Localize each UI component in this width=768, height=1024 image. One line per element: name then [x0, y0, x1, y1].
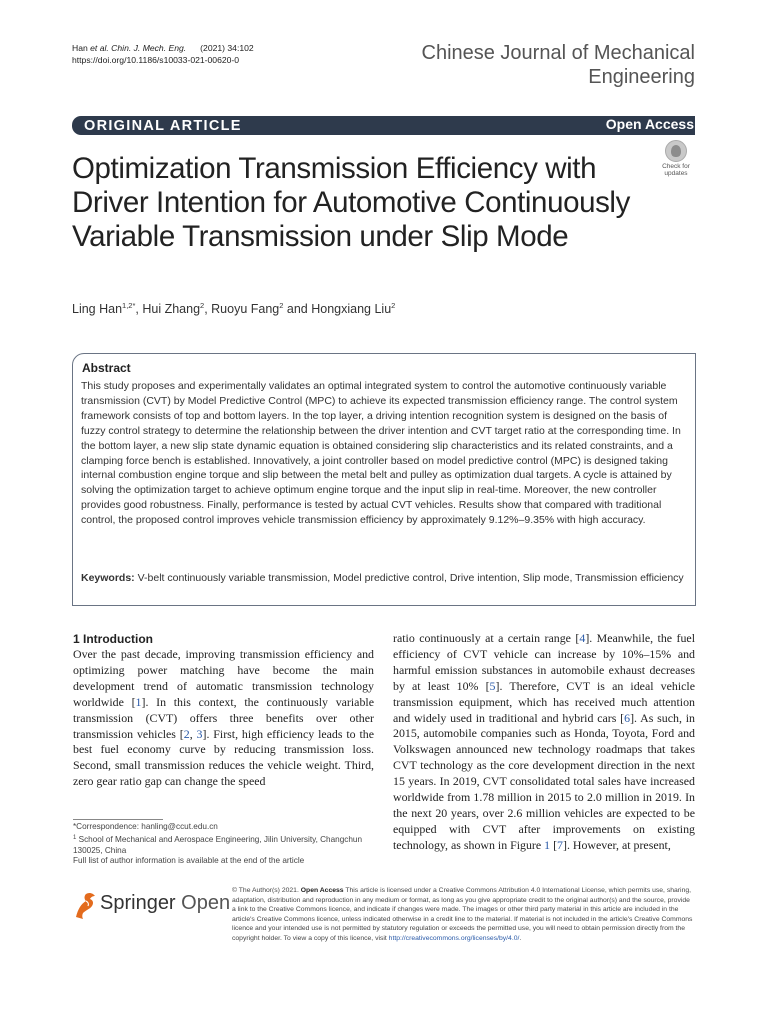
springer-brand: Springer: [100, 892, 176, 914]
keywords: [81, 571, 689, 586]
abstract-text: This study proposes and experimentally validates an optimal integrated system to control the automotive continuously variable transmission (CVT) by Model Predictive Control (MPC) to achieve its expected transmission efficiency range. The control system framework consists of top and bottom layers. In the top layer, a driving intention recognition system is designed on the basis of fuzzy control strategy to determine the relationship between the driver intention and CVT target ratio at the corresponding time. In the bottom layer, a new slip state dynamic equation is obtained considering slip characteristics and its related constraints, and a clamping force bench is established. Innovatively, a joint controller based on model predictive control (MPC) is designed taking internal combustion engine torque and slip between the metal belt and pulley as optimization dual targets. A cycle is attained by solving the optimization target to achieve optimum engine torque and the input slip in real-time. Moreover, the new controller provides good robustness. Finally, performance is tested by actual CVT vehicles. Results show that compared with traditional control, the proposed control improves vehicle transmission efficiency by approximately 9.12%–9.35% with high accuracy.: [81, 380, 681, 527]
check-for-updates-badge[interactable]: [656, 140, 696, 182]
springer-horse-icon: [72, 889, 100, 921]
check-updates-line2: updates: [664, 170, 688, 177]
intro-text: ]. However, at present,: [563, 837, 671, 852]
license-end: .: [519, 934, 522, 942]
check-updates-line1: Check for: [662, 163, 690, 170]
open-access-label: Open Access: [605, 116, 694, 132]
springer-brand-open: Open: [175, 892, 231, 914]
intro-text: ]. Meanwhile, the fuel efficiency of CVT vehicle can increase by 10%–15% and harmful emission substances in automobile exhaust decreases by at least 10% [: [393, 631, 695, 693]
springer-open-logo: [100, 889, 230, 917]
body-column-right: [393, 631, 695, 854]
journal-name: [365, 41, 695, 89]
citation-authors: Han: [72, 43, 91, 53]
section-heading-introduction: 1 Introduction: [73, 632, 153, 646]
author-list: [72, 298, 395, 317]
footnote-divider: [73, 819, 163, 820]
license-open-access: Open Access: [300, 887, 344, 894]
affiliation-text: School of Mechanical and Aerospace Engineering, Jilin University, Changchun 130025, China: [73, 834, 363, 855]
citation-ref[interactable]: 7: [557, 837, 563, 852]
citation-ref[interactable]: 6: [624, 710, 631, 725]
author-4-affil: 2: [391, 301, 396, 310]
intro-text: ]. First, high efficiency leads to the best fuel economy curve by reducing transmission loss. Second, small transmission reduces the vehicle weight. Third, zero gear ratio gap can change the speed: [73, 726, 374, 789]
article-title: Optimization Transmission Efficiency with Driver Intention for Automotive Continuously Variable Transmission under Slip Mode: [72, 152, 630, 253]
keywords-label: Keywords:: [81, 572, 135, 584]
affiliation-number: 1: [73, 834, 77, 841]
intro-text: ]. As such, in 2015, automobile companies such as Honda, Toyota, Ford and Volkswagen announced new technology roadmaps that takes CVT technology as the core development direction in the next 15 years. In 2019, CVT consolidated total sales have increased worldwide from 1.78 million in 2015 to 2.0 million in 2019. In the next 20 years, over 2.6 million vehicles are expected to be equipped with CVT after improvements on existing technology, as shown in Figure: [393, 710, 695, 852]
body-column-left: [73, 647, 374, 790]
citation-ref[interactable]: 1: [135, 694, 142, 709]
author-info-note: Full list of author information is available at the end of the article: [73, 856, 305, 866]
citation-ref[interactable]: 2: [183, 726, 190, 741]
intro-text: [: [550, 837, 558, 852]
license-copyright: © The Author(s) 2021.: [232, 887, 301, 894]
keywords-list: V-belt continuously variable transmission, Model predictive control, Drive intention, Slip mode, Transmission efficiency: [134, 572, 684, 584]
license-text: [232, 886, 694, 944]
abstract-heading: Abstract: [82, 361, 131, 375]
citation-ref[interactable]: 5: [489, 678, 496, 693]
doi-link[interactable]: https://doi.org/10.1186/s10033-021-00620-0: [72, 55, 240, 65]
journal-name-line2: Engineering: [588, 66, 695, 88]
intro-text: ]. Therefore, CVT is an ideal vehicle transmission equipment, which has received much attention and widely used in traditional and hybrid cars [: [393, 678, 695, 725]
intro-text: ratio continuously at a certain range [: [393, 631, 580, 645]
check-updates-icon: [665, 140, 687, 162]
citation-year: (2021) 34:102: [200, 43, 254, 53]
author-1-affil: 1,2*: [122, 301, 136, 310]
author-3-affil: 2: [279, 301, 284, 310]
citation-ref[interactable]: 3: [196, 726, 203, 741]
author-3[interactable]: , Ruoyu Fang: [204, 302, 280, 316]
intro-text: ]. In this context, the continuously variable transmission (CVT) offers three benefits over other transmission vehicles [: [73, 694, 374, 741]
affiliation-note: [73, 833, 373, 857]
author-2[interactable]: , Hui Zhang: [135, 302, 201, 316]
citation: [72, 42, 254, 66]
citation-ref[interactable]: 4: [579, 631, 586, 645]
citation-journal: et al. Chin. J. Mech. Eng.: [90, 43, 187, 53]
figure-ref[interactable]: 1: [544, 837, 551, 852]
author-2-affil: 2: [200, 301, 205, 310]
author-1[interactable]: Ling Han: [72, 302, 123, 316]
footnotes: [73, 822, 373, 867]
correspondence-note: *Correspondence: hanling@ccut.edu.cn: [73, 822, 218, 831]
author-4[interactable]: and Hongxiang Liu: [283, 302, 392, 316]
license-link[interactable]: http://creativecommons.org/licenses/by/4.0/: [388, 934, 520, 942]
license-body: This article is licensed under a Creative Commons Attribution 4.0 International License, which permits use, sharing, adaptation, distribution and reproduction in any medium or format, as long as you give appropriate credit to the original author(s) and the source, provide a link to the Creative Commons licence, and indicate if changes were made. The images or other third party material in this article are included in the article's Creative Commons licence, unless indicated otherwise in a credit line to the material. If material is not included in the article's Creative Commons licence and your intended use is not permitted by statutory regulation or exceeds the permitted use, you will need to obtain permission directly from the copyright holder. To view a copy of this licence, visit: [232, 887, 693, 942]
intro-text: ,: [189, 726, 197, 741]
article-type-label: ORIGINAL ARTICLE: [84, 118, 242, 134]
intro-text: Over the past decade, improving transmission efficiency and optimizing power matching have become the main development trend of automatic transmission technology worldwide [: [73, 647, 374, 709]
journal-name-line1: Chinese Journal of Mechanical: [421, 42, 695, 64]
